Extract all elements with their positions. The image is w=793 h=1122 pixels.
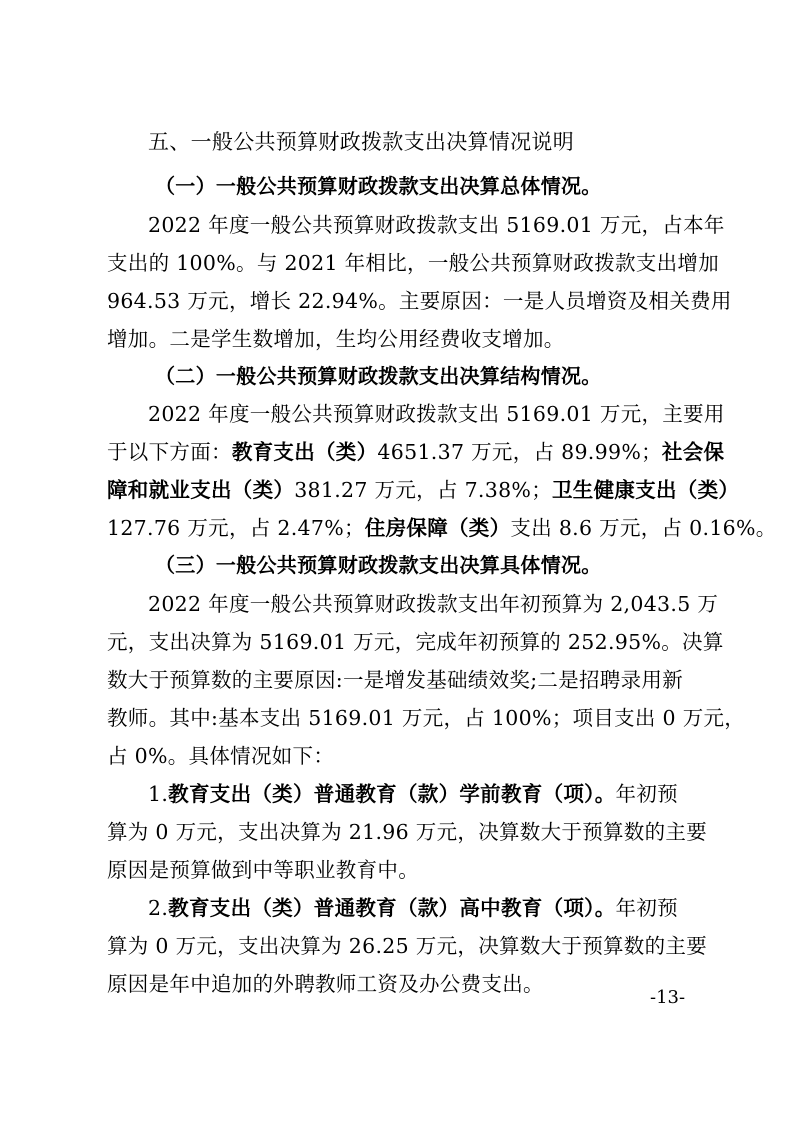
text-run: 年初预 [615, 782, 678, 806]
paragraph-line [107, 475, 739, 505]
text-run: 年初预 [615, 896, 678, 920]
paragraph-line: 2022 年度一般公共预算财政拨款支出 5169.01 万元，占本年 [148, 213, 725, 237]
paragraph-line: 算为 0 万元，支出决算为 21.96 万元，决算数大于预算数的主要 [107, 820, 707, 844]
paragraph-line: 964.53 万元，增长 22.94%。主要原因：一是人员增资及相关费用 [107, 289, 732, 313]
bold-run: 住房保障（类） [364, 516, 511, 540]
list-item-1 [148, 779, 678, 809]
text-run: 381.27 万元，占 7.38%； [294, 478, 552, 502]
subsection-title-3: （三）一般公共预算财政拨款支出决算具体情况。 [155, 553, 602, 577]
bold-run: 教育支出（类） [231, 440, 378, 464]
paragraph-line: 原因是年中追加的外聘教师工资及办公费支出。 [107, 972, 544, 996]
bold-run: 卫生健康支出（类） [552, 478, 740, 502]
bold-run: 教育支出（类）普通教育（款）高中教育（项）。 [168, 896, 616, 920]
paragraph-line: 支出的 100%。与 2021 年相比，一般公共预算财政拨款支出增加 [107, 251, 720, 275]
paragraph-line: 元，支出决算为 5169.01 万元，完成年初预算的 252.95%。决算 [107, 630, 724, 654]
paragraph-line [107, 437, 724, 467]
item-number: 1. [148, 782, 169, 806]
paragraph-line: 2022 年度一般公共预算财政拨款支出 5169.01 万元，主要用 [148, 402, 725, 426]
paragraph-line: 教师。其中:基本支出 5169.01 万元，占 100%；项目支出 0 万元， [107, 706, 746, 730]
text-run: 4651.37 万元，占 89.99%； [377, 440, 662, 464]
text-run: 支出 8.6 万元，占 0.16%。 [510, 516, 777, 540]
text-run: 127.76 万元，占 2.47%； [107, 516, 365, 540]
paragraph-line: 2022 年度一般公共预算财政拨款支出年初预算为 2,043.5 万 [148, 592, 719, 616]
paragraph-line: 占 0%。具体情况如下： [107, 744, 335, 768]
item-number: 2. [148, 896, 169, 920]
bold-run: 教育支出（类）普通教育（款）学前教育（项）。 [168, 782, 616, 806]
section-title: 五、一般公共预算财政拨款支出决算情况说明 [148, 130, 574, 154]
subsection-title-1: （一）一般公共预算财政拨款支出决算总体情况。 [155, 174, 602, 198]
paragraph-line: 算为 0 万元，支出决算为 26.25 万元，决算数大于预算数的主要 [107, 934, 707, 958]
bold-run: 社会保 [661, 440, 725, 464]
paragraph-line: 原因是预算做到中等职业教育中。 [107, 858, 419, 882]
subsection-title-2: （二）一般公共预算财政拨款支出决算结构情况。 [155, 364, 602, 388]
paragraph-line: 增加。二是学生数增加，生均公用经费收支增加。 [107, 327, 565, 351]
paragraph-line: 数大于预算数的主要原因:一是增发基础绩效奖;二是招聘录用新 [107, 668, 684, 692]
text-run: 于以下方面： [107, 440, 232, 464]
page-number: -13- [650, 987, 686, 1008]
list-item-2 [148, 893, 678, 923]
bold-run: 障和就业支出（类） [107, 478, 295, 502]
paragraph-line [107, 513, 777, 543]
